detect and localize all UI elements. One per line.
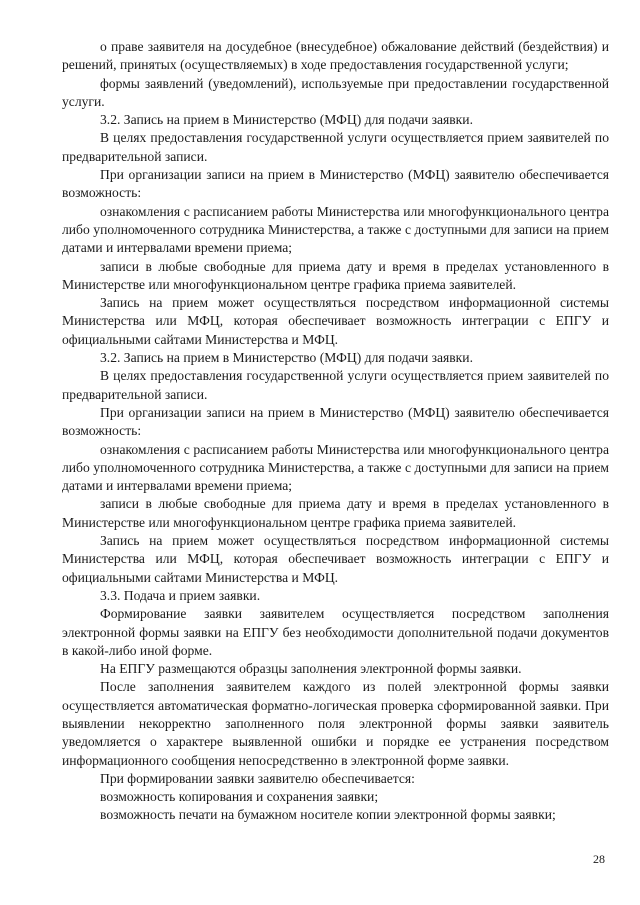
section-heading: 3.3. Подача и прием заявки. (100, 587, 261, 603)
paragraph: Формирование заявки заявителем осуществляется посредством заполнения электронной формы заявки на ЕПГУ без необходимости дополнительной подачи документов в какой-либо иной форме. (62, 606, 609, 658)
paragraph: записи в любые свободные для приема дату и время в пределах установленного в Министерстве или многофункциональном центре графика приема заявителей. (62, 496, 609, 530)
paragraph: При формировании заявки заявителю обеспечивается: (100, 770, 415, 786)
paragraph: Запись на прием может осуществляться посредством информационной системы Министерства или МФЦ, которая обеспечивает возможность интеграции с ЕПГУ и официальными сайтами Министерства и МФЦ. (62, 533, 609, 585)
paragraph: На ЕПГУ размещаются образцы заполнения электронной формы заявки. (100, 661, 522, 677)
section-heading: 3.2. Запись на прием в Министерство (МФЦ) для подачи заявки. (100, 112, 473, 128)
paragraph: возможность копирования и сохранения заявки; (100, 789, 379, 805)
paragraph: ознакомления с расписанием работы Министерства или многофункционального центра либо уполномоченного сотрудника Министерства, а также с доступными для записи на прием датами и интервалами времени приема; (62, 203, 609, 256)
page-number: 28 (593, 852, 605, 866)
section-heading: 3.2. Запись на прием в Министерство (МФЦ) для подачи заявки. (100, 350, 473, 366)
paragraph: Запись на прием может осуществляться посредством информационной системы Министерства или МФЦ, которая обеспечивает возможность интеграции с ЕПГУ и официальными сайтами Министерства и МФЦ. (62, 295, 609, 347)
paragraph: При организации записи на прием в Министерство (МФЦ) заявителю обеспечивается возможность: (62, 167, 609, 201)
paragraph: формы заявлений (уведомлений), используемые при предоставлении государственной услуги. (62, 75, 609, 109)
paragraph: При организации записи на прием в Министерство (МФЦ) заявителю обеспечивается возможность: (62, 404, 609, 439)
paragraph: В целях предоставления государственной услуги осуществляется прием заявителей по предварительной записи. (62, 130, 609, 164)
paragraph: возможность печати на бумажном носителе копии электронной формы заявки; (100, 807, 556, 823)
paragraph: записи в любые свободные для приема дату и время в пределах установленного в Министерстве или многофункциональном центре графика приема заявителей. (62, 258, 609, 292)
document-page (62, 38, 609, 825)
paragraph: В целях предоставления государственной услуги осуществляется прием заявителей по предварительной записи. (62, 368, 609, 402)
paragraph: о праве заявителя на досудебное (внесудебное) обжалование действий (бездействия) и решений, принятых (осуществляемых) в ходе предоставления государственной услуги; (62, 39, 609, 73)
paragraph: ознакомления с расписанием работы Министерства или многофункционального центра либо уполномоченного сотрудника Министерства, а также с доступными для записи на прием датами и интервалами времени приема; (62, 441, 609, 494)
paragraph: После заполнения заявителем каждого из полей электронной формы заявки осуществляется автоматическая форматно-логическая проверка сформированной заявки. При выявлении некорректно заполненного поля электронной формы заявки заявитель уведомляется о характере выявленной ошибки и порядке ее устранения посредством информационного сообщения непосредственно в электронной форме заявки. (62, 679, 609, 768)
